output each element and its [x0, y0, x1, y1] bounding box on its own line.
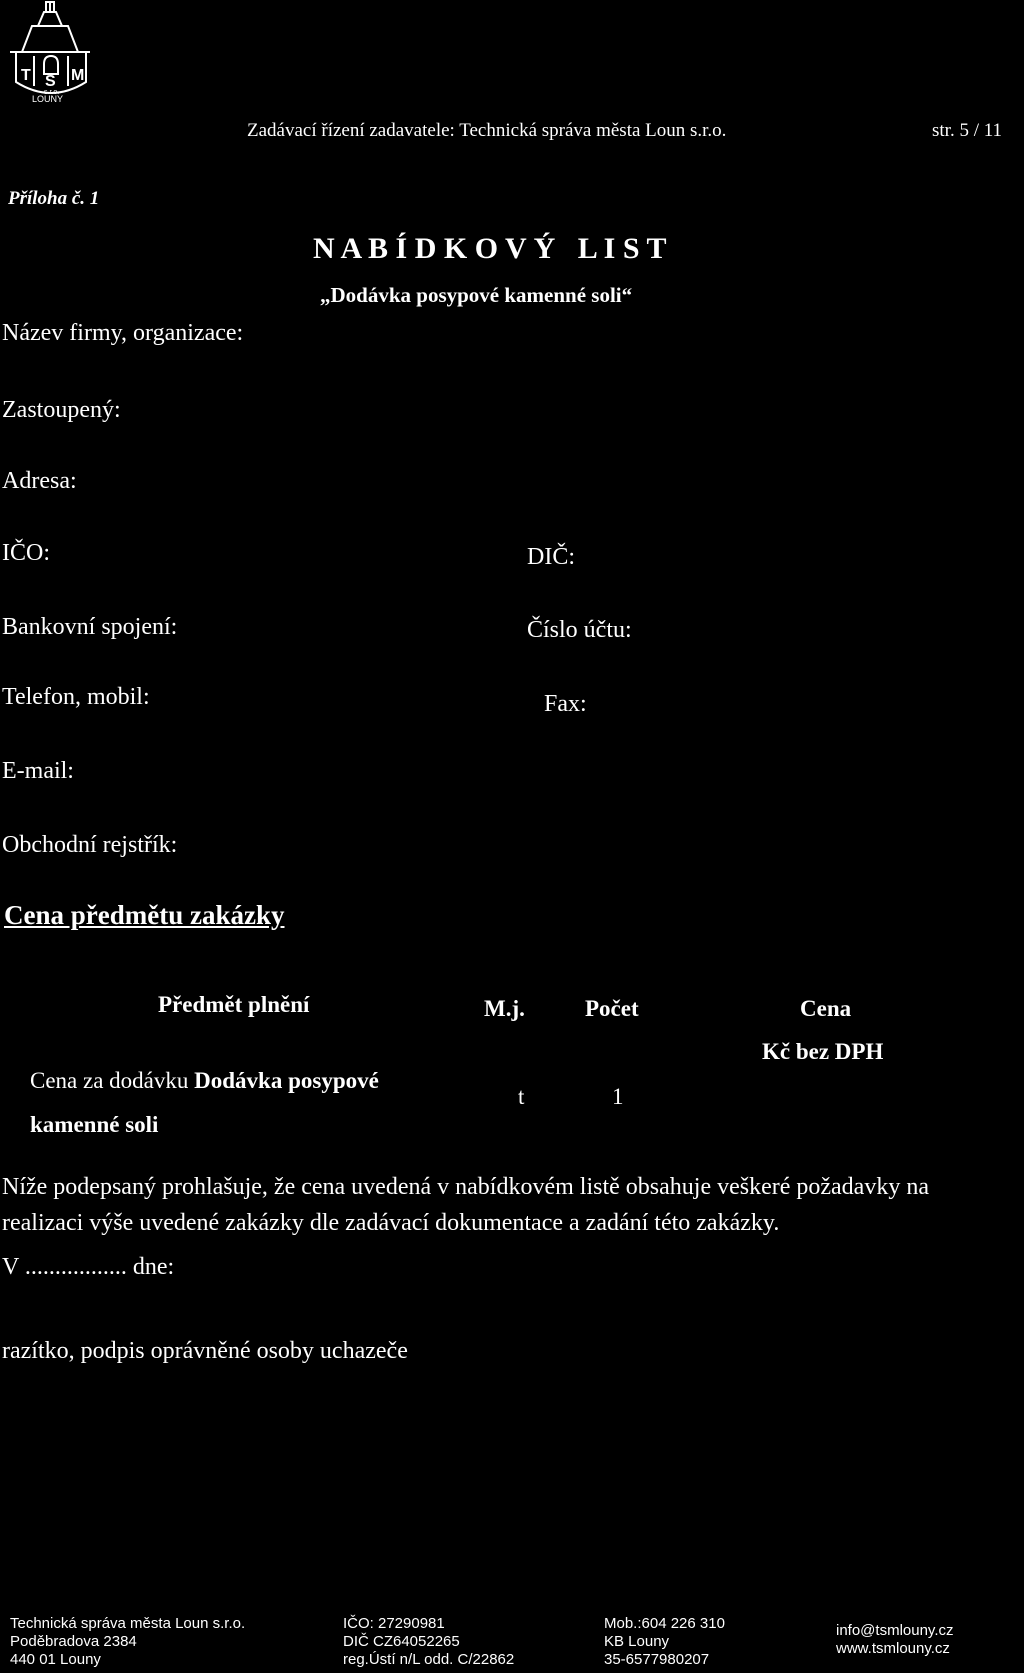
- footer-contact: [604, 1615, 725, 1669]
- col-subject-header: Předmět plnění: [158, 992, 310, 1017]
- logo-letter-s: S: [45, 73, 56, 90]
- footer-account: 35-6577980207: [604, 1651, 710, 1668]
- footer-ico: IČO: 27290981: [343, 1615, 445, 1632]
- form-title: N A B Í D K O V Ý L I S T: [313, 232, 667, 265]
- declaration-line2: realizaci výše uvedené zakázky dle zadávací dokumentace a zadání této zakázky.: [2, 1210, 780, 1236]
- email-field-label: E-mail:: [2, 758, 74, 784]
- fax-field-label: Fax:: [544, 691, 587, 717]
- footer-bank: KB Louny: [604, 1633, 670, 1650]
- address-field-label: Adresa:: [2, 468, 77, 494]
- col-unit-header: M.j.: [484, 996, 525, 1021]
- dic-field-label: DIČ:: [527, 544, 575, 570]
- logo-louny: LOUNY: [32, 94, 64, 104]
- row-subject-line2: kamenné soli: [30, 1112, 159, 1137]
- account-field-label: Číslo účtu:: [527, 617, 632, 643]
- footer-website[interactable]: www.tsmlouny.cz: [836, 1640, 950, 1657]
- price-heading: Cena předmětu zakázky: [4, 900, 285, 930]
- annex-label: Příloha č. 1: [8, 188, 100, 209]
- footer-registration: [343, 1615, 514, 1669]
- company-field-label: Název firmy, organizace:: [2, 320, 244, 346]
- form-subtitle: „Dodávka posypové kamenné soli“: [320, 283, 633, 307]
- footer-email[interactable]: info@tsmlouny.cz: [836, 1622, 954, 1639]
- tsm-logo: [0, 0, 104, 104]
- logo-sro: s.r.o.: [44, 89, 60, 96]
- bank-field-label: Bankovní spojení:: [2, 614, 178, 640]
- row-unit: t: [518, 1084, 525, 1109]
- footer-mobile: Mob.:604 226 310: [604, 1615, 725, 1632]
- represented-field-label: Zastoupený:: [2, 397, 121, 423]
- register-field-label: Obchodní rejstřík:: [2, 832, 178, 858]
- declaration-line1: Níže podepsaný prohlašuje, že cena uvedená v nabídkovém listě obsahuje veškeré požadavky na: [2, 1174, 929, 1200]
- footer-city: 440 01 Louny: [10, 1651, 101, 1668]
- footer-street: Poděbradova 2384: [10, 1633, 137, 1650]
- footer-company-name: Technická správa města Loun s.r.o.: [10, 1615, 246, 1632]
- page-number: str. 5 / 11: [932, 120, 1003, 141]
- footer-dic: DIČ CZ64052265: [343, 1633, 460, 1650]
- row-count: 1: [612, 1084, 624, 1109]
- col-price-header: Cena: [800, 996, 852, 1021]
- row-subject-prefix: Cena za dodávku: [30, 1068, 189, 1093]
- place-date-line: V ................. dne:: [2, 1254, 175, 1280]
- footer-company: [10, 1615, 245, 1669]
- signature-line: razítko, podpis oprávněné osoby uchazeče: [2, 1338, 408, 1364]
- col-count-header: Počet: [585, 996, 639, 1021]
- logo-letter-m: M: [71, 67, 85, 84]
- row-subject-bold: Dodávka posypové: [194, 1068, 379, 1093]
- footer-web: [836, 1622, 954, 1658]
- ico-field-label: IČO:: [2, 540, 50, 566]
- phone-field-label: Telefon, mobil:: [2, 684, 150, 710]
- row-subject-line1: [30, 1068, 379, 1094]
- tender-title: Zadávací řízení zadavatele: Technická správa města Loun s.r.o.: [247, 120, 727, 141]
- col-price-subheader: Kč bez DPH: [762, 1039, 884, 1064]
- logo-letter-t: T: [21, 67, 31, 84]
- footer-register: reg.Ústí n/L odd. C/22862: [343, 1651, 515, 1668]
